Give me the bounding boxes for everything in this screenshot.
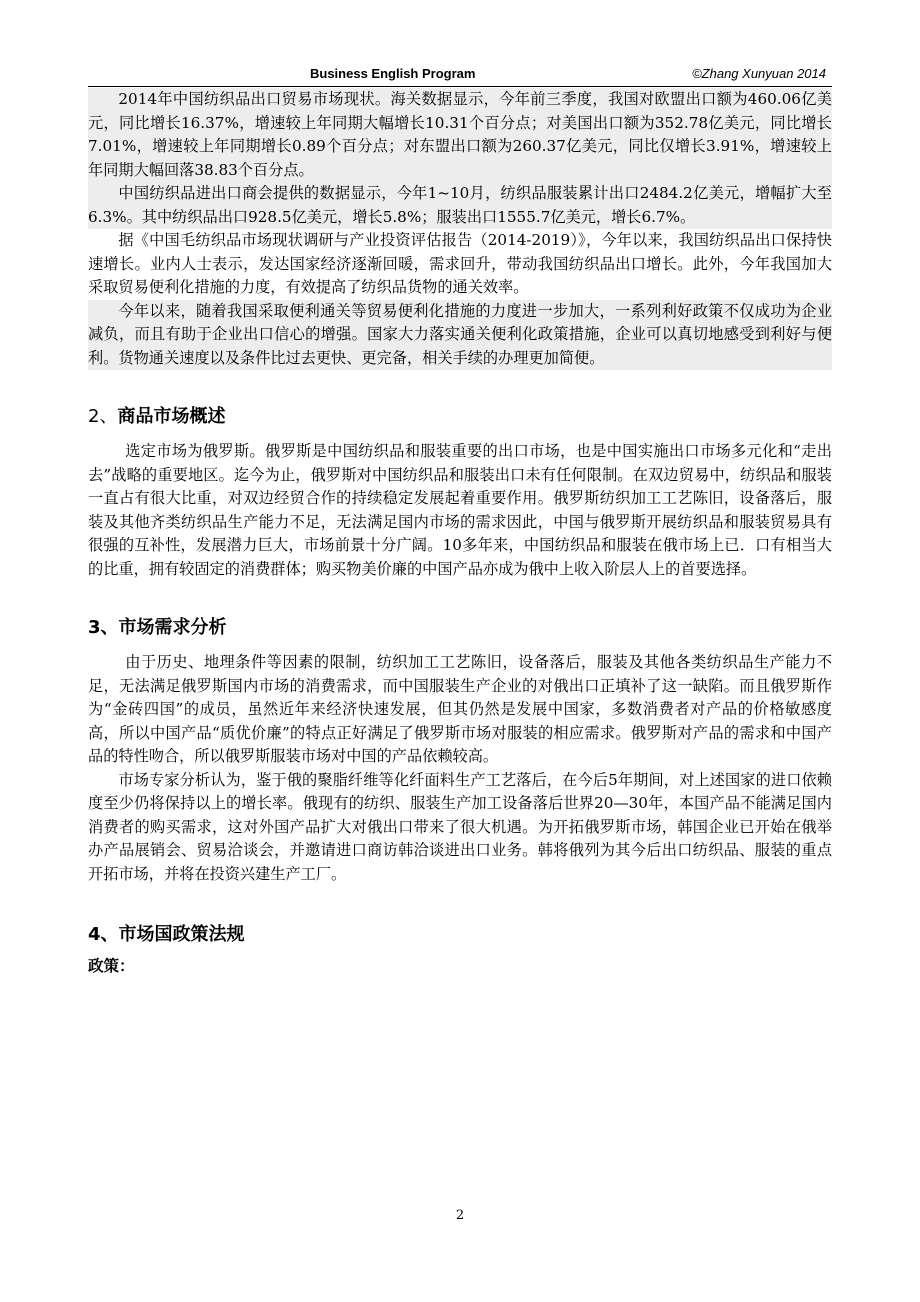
section-4-heading — [88, 922, 832, 948]
header-program-title: Business English Program — [310, 66, 476, 81]
intro-paragraph-4: 今年以来，随着我国采取便利通关等贸易便利化措施的力度进一步加大，一系列利好政策不仅成功为企业减负，而且有助于企业出口信心的增强。国家大力落实通关便利化政策措施，企业可以真切地感受到利好与便利。货物通关速度以及条件比过去更快、更完备，相关手续的办理更加简便。 — [88, 300, 832, 371]
page-number: 2 — [455, 1208, 465, 1223]
section-4-title: 市场国政策法规 — [118, 924, 245, 945]
section-3-heading — [88, 615, 832, 641]
header-author-year: ©Zhang Xunyuan 2014 — [692, 66, 826, 81]
section-3-paragraph-2: 市场专家分析认为，鉴于俄的聚脂纤维等化纤面料生产工艺落后，在今后5年期间，对上述国家的进口依赖度至少仍将保持以上的增长率。俄现有的纺织、服装生产加工设备落后世界20—30年，本国产品不能满足国内消费者的购买需求，这对外国产品扩大对俄出口带来了很大机遇。为开拓俄罗斯市场，韩国企业已开始在俄举办产品展销会、贸易洽谈会，并邀请进口商访韩洽谈进出口业务。韩将俄列为其今后出口纺织品、服装的重点开拓市场，并将在投资兴建生产工厂。 — [88, 770, 832, 883]
section-3-number: 3、 — [88, 617, 119, 638]
section-3-title: 市场需求分析 — [118, 617, 227, 638]
intro-paragraph-3: 据《中国毛纺织品市场现状调研与产业投资评估报告（2014-2019）》，今年以来，我国纺织品出口保持快速增长。业内人士表示，发达国家经济逐渐回暖，需求回升，带动我国纺织品出口增长。此外，今年我国加大采取贸易便利化措施的力度，有效提高了纺织品货物的通关效率。 — [88, 231, 832, 296]
intro-paragraph-2: 中国纺织品进出口商会提供的数据显示，今年1~10月，纺织品服装累计出口2484.2亿美元，增幅扩大至6.3%。其中纺织品出口928.5亿美元，增长5.8%；服装出口1555.7亿美元，增长6.7%。 — [88, 182, 832, 229]
section-2-title: 商品市场概述 — [117, 406, 226, 427]
page-header — [88, 64, 832, 87]
section-4-policy-label: 政策： — [88, 957, 135, 975]
intro-paragraph-1: 2014年中国纺织品出口贸易市场现状。海关数据显示，今年前三季度，我国对欧盟出口额为460.06亿美元，同比增长16.37%，增速较上年同期大幅增长10.31个百分点；对美国出口额为352.78亿美元，同比增长7.01%，增速较上年同期增长0.89个百分点；对东盟出口额为260.37亿美元，同比仅增长3.91%，增速较上年同期大幅回落38.83个百分点。 — [88, 88, 832, 182]
section-4-number: 4、 — [88, 924, 119, 945]
section-2-heading — [88, 404, 832, 430]
document-body — [88, 88, 832, 978]
section-2-paragraph-1: 选定市场为俄罗斯。俄罗斯是中国纺织品和服装重要的出口市场，也是中国实施出口市场多元化和“走出去”战略的重要地区。迄今为止，俄罗斯对中国纺织品和服装出口未有任何限制。在双边贸易中，纺织品和服装一直占有很大比重，对双边经贸合作的持续稳定发展起着重要作用。俄罗斯纺织加工工艺陈旧，设备落后，服装及其他齐类纺织品生产能力不足，无法满足国内市场的需求因此，中国与俄罗斯开展纺织品和服装贸易具有很强的互补性，发展潜力巨大，市场前景十分广阔。10多年来，中国纺织品和服装在俄市场上已．口有相当大的比重，拥有较固定的消费群体；购买物美价廉的中国产品亦成为俄中上收入阶层人上的首要选择。 — [88, 442, 832, 578]
section-2-number: 2、 — [88, 406, 118, 427]
section-3-paragraph-1: 由于历史、地理条件等因素的限制，纺织加工工艺陈旧，设备落后，服装及其他各类纺织品生产能力不足，无法满足俄罗斯国内市场的消费需求，而中国服装生产企业的对俄出口正填补了这一缺陷。而且俄罗斯作为“金砖四国”的成员，虽然近年来经济快速发展，但其仍然是发展中国家，多数消费者对产品的价格敏感度高，所以中国产品“质优价廉”的特点正好满足了俄罗斯市场对服装的相应需求。俄罗斯对产品的需求和中国产品的特性吻合，所以俄罗斯服装市场对中国的产品依赖较高。 — [88, 653, 832, 765]
